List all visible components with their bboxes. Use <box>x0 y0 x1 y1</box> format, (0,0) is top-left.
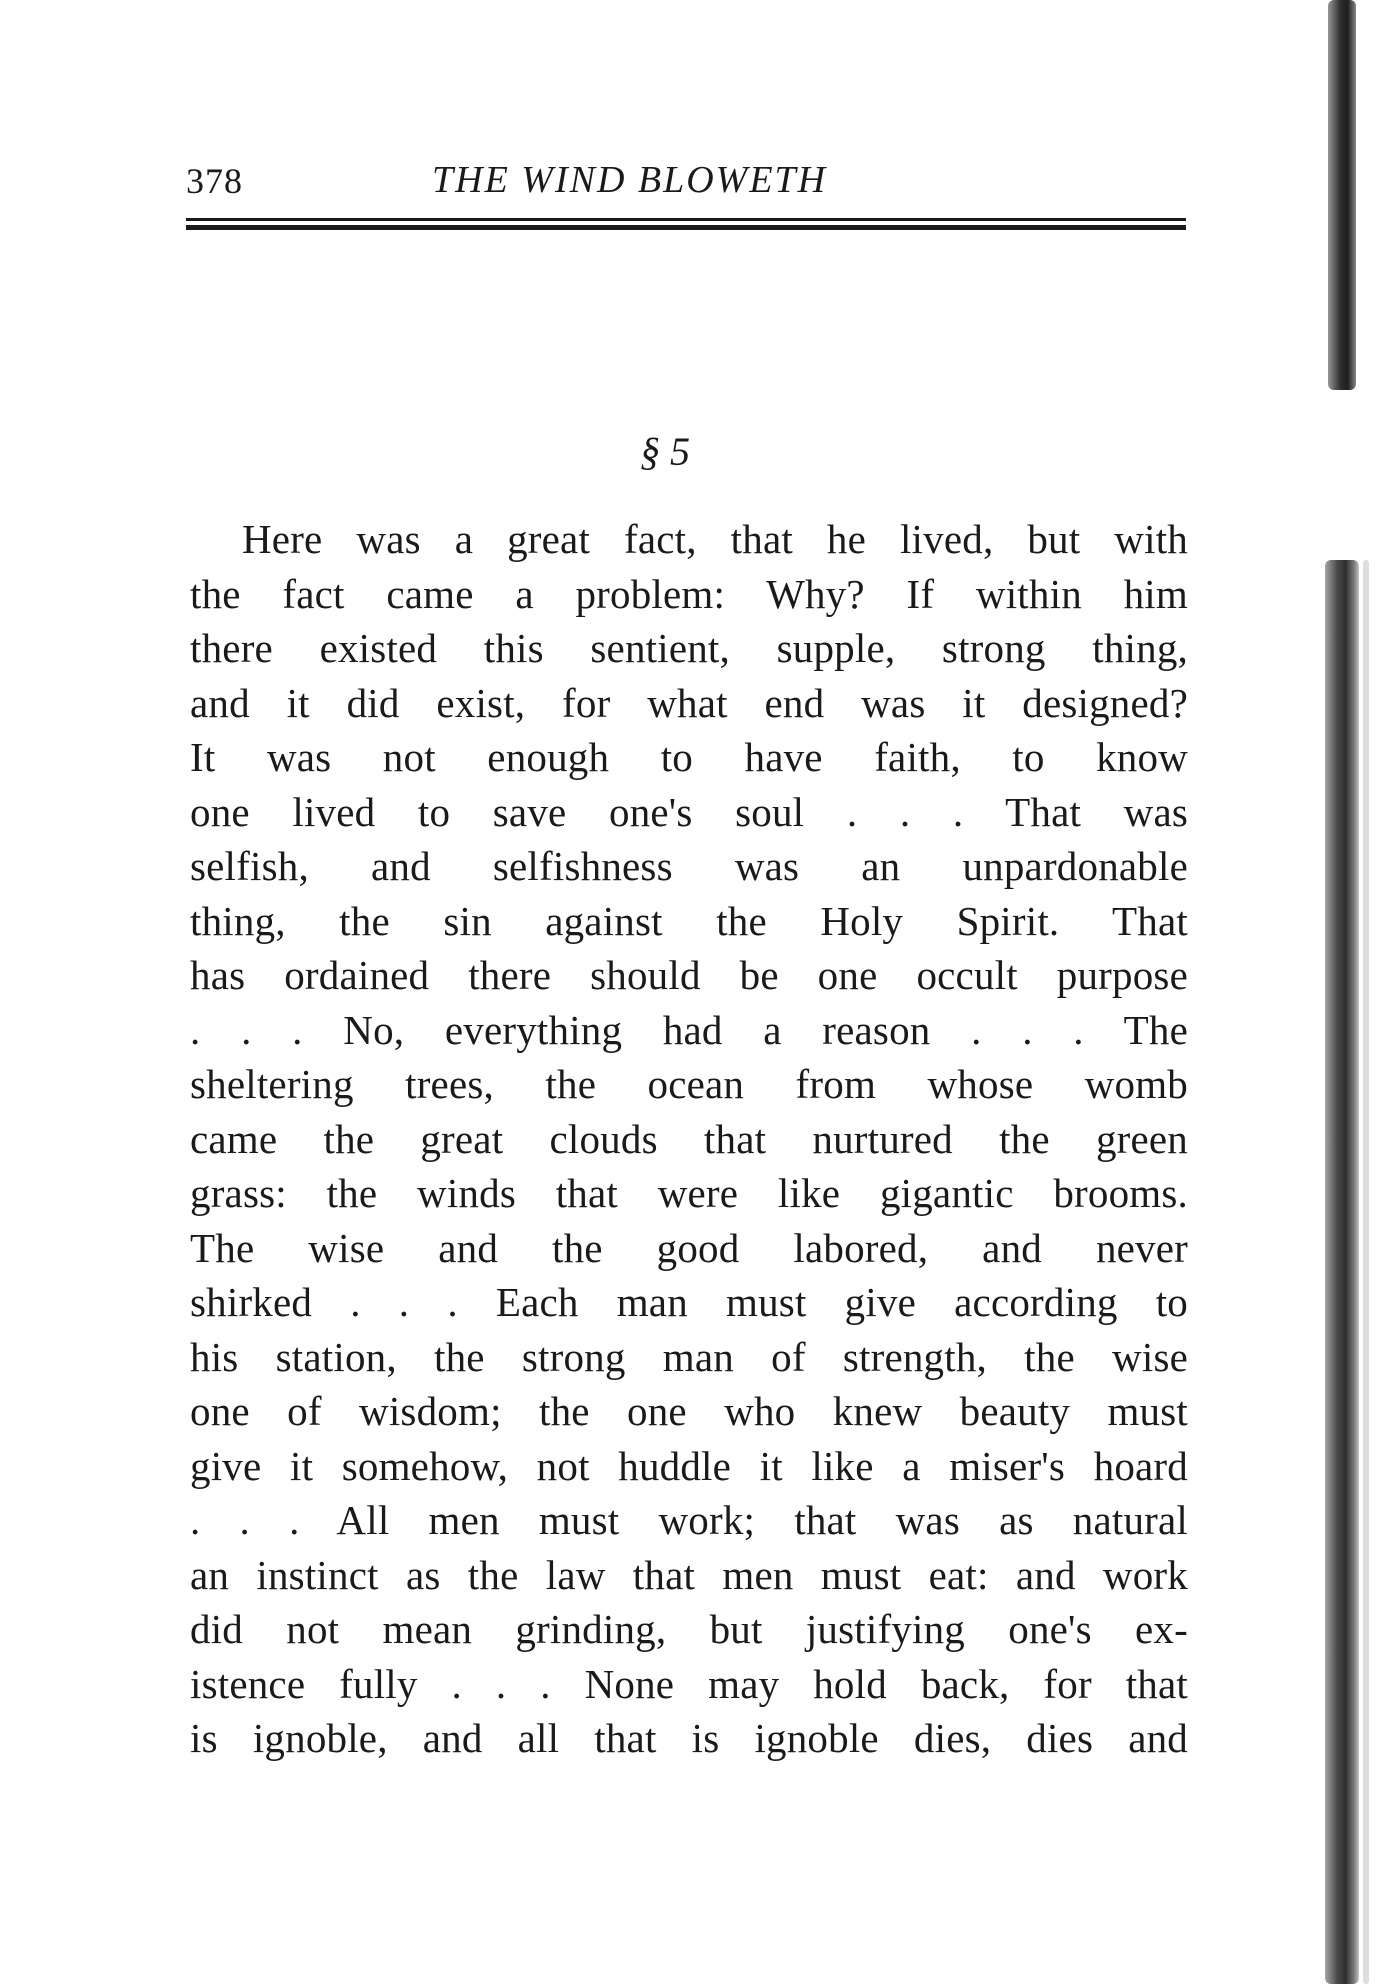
text-line: an instinct as the law that men must eat: and work <box>190 1551 1188 1598</box>
section-mark: § 5 <box>640 429 690 474</box>
running-title: THE WIND BLOWETH <box>432 159 828 201</box>
text-line: . . . All men must work; that was as natural <box>190 1497 1188 1543</box>
text-line: there existed this sentient, supple, strong thing, <box>190 625 1188 671</box>
page-number: 378 <box>186 161 243 201</box>
page-header <box>186 150 1186 210</box>
header-rule-thin <box>186 218 1186 221</box>
text-line: sheltering trees, the ocean from whose womb <box>190 1061 1188 1107</box>
text-line: came the great clouds that nurtured the green <box>190 1115 1188 1162</box>
text-line: It was not enough to have faith, to know <box>190 734 1188 780</box>
text-line: has ordained there should be one occult purpose <box>190 952 1188 998</box>
text-line: Here was a great fact, that he lived, but with <box>242 516 1188 562</box>
text-line: grass: the winds that were like gigantic brooms. <box>190 1170 1188 1216</box>
text-line: The wise and the good labored, and never <box>190 1224 1188 1271</box>
text-line: selfish, and selfishness was an unpardonable <box>190 843 1188 889</box>
text-line: one of wisdom; the one who knew beauty must <box>190 1388 1188 1434</box>
text-line: thing, the sin against the Holy Spirit. That <box>190 897 1188 944</box>
text-line: . . . No, everything had a reason . . . The <box>190 1006 1188 1053</box>
binding-edge-highlight <box>1363 560 1369 1984</box>
text-line: the fact came a problem: Why? If within him <box>190 570 1188 617</box>
text-line: his station, the strong man of strength, the wise <box>190 1333 1188 1380</box>
text-line: is ignoble, and all that is ignoble dies, dies and <box>190 1715 1188 1761</box>
text-line: did not mean grinding, but justifying one's ex- <box>190 1606 1188 1652</box>
body-text <box>190 512 1188 1766</box>
text-line: give it somehow, not huddle it like a miser's hoard <box>190 1442 1188 1489</box>
text-line: istence fully . . . None may hold back, for that <box>190 1660 1188 1707</box>
binding-shadow-bottom <box>1325 560 1359 1984</box>
text-line: and it did exist, for what end was it designed? <box>190 679 1188 726</box>
header-rule-thick <box>186 225 1186 230</box>
text-line: one lived to save one's soul . . . That was <box>190 788 1188 835</box>
text-line: shirked . . . Each man must give according to <box>190 1279 1188 1325</box>
binding-shadow-top <box>1328 0 1356 390</box>
